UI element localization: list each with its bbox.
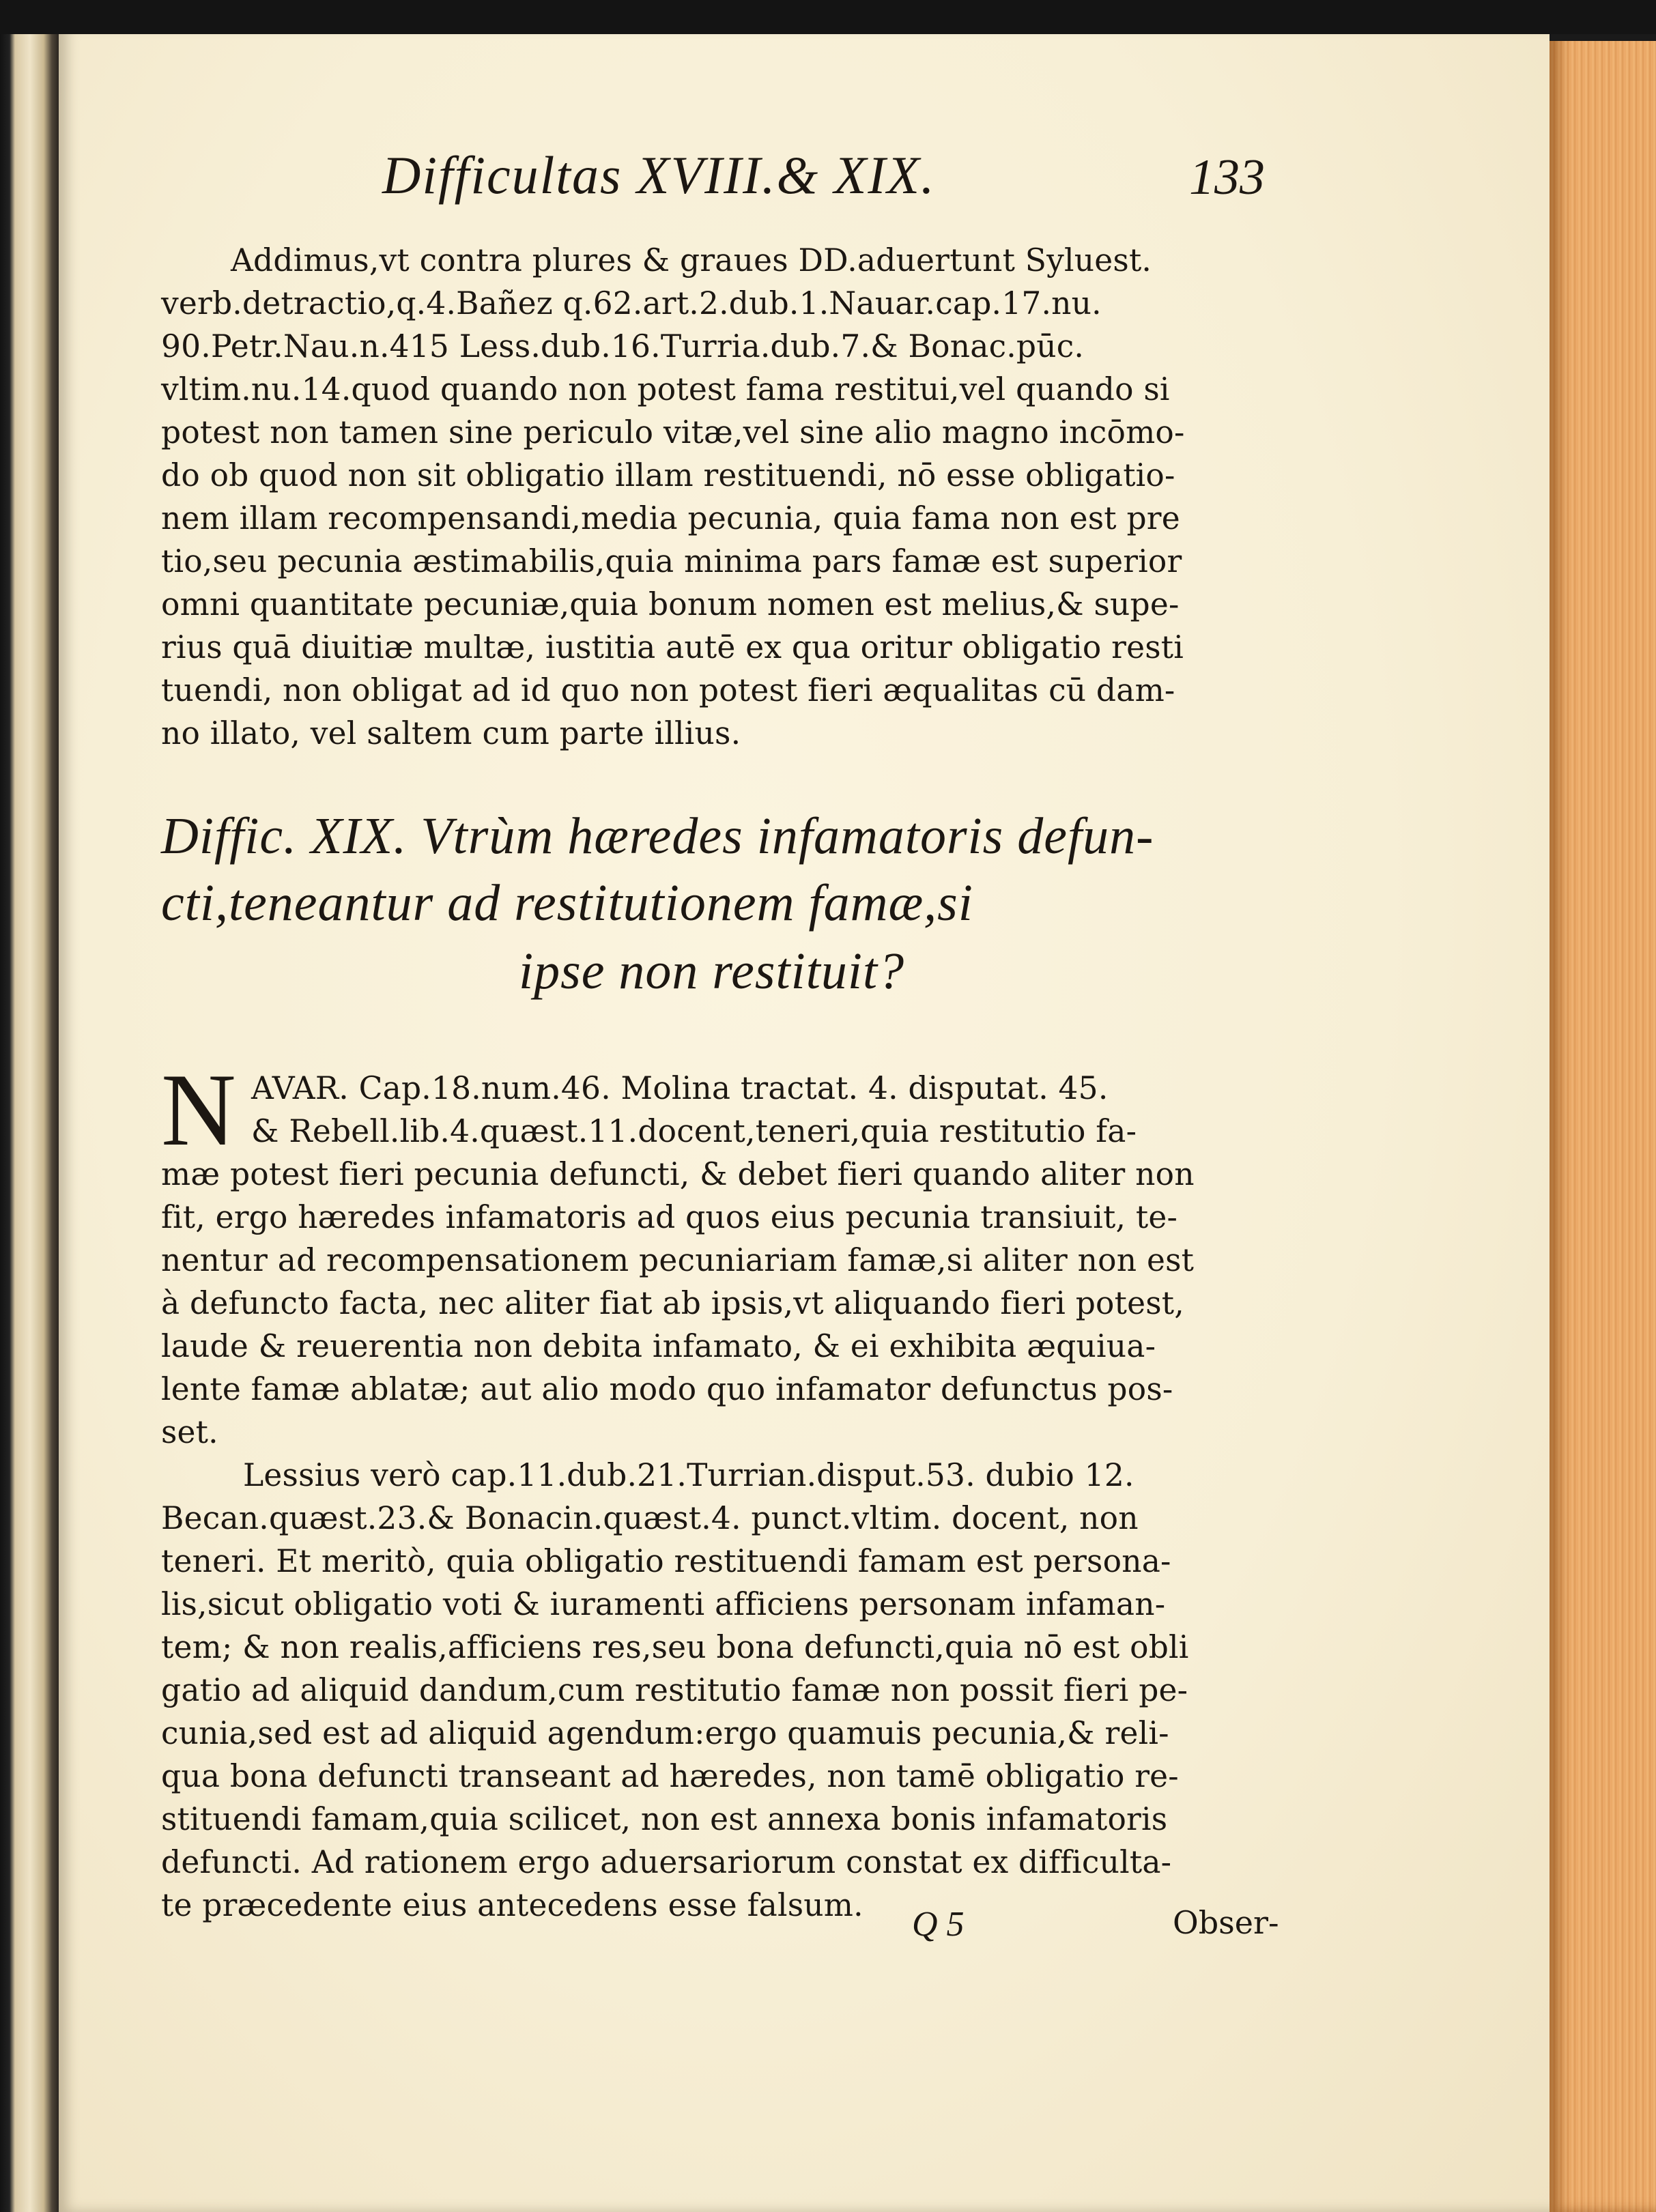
section-title-line: cti,teneantur ad restitutionem famæ,si bbox=[161, 874, 973, 932]
catchword: Obser- bbox=[1173, 1904, 1279, 1941]
text-line: fit, ergo hæredes infamatoris ad quos eius pecunia transiuit, te- bbox=[161, 1199, 1178, 1235]
text-line: lente famæ ablatæ; aut alio modo quo infamator defunctus pos- bbox=[161, 1371, 1173, 1407]
text-line: vltim.nu.14.quod quando non potest fama restitui,vel quando si bbox=[161, 371, 1170, 407]
text-line: set. bbox=[161, 1414, 218, 1450]
text-line: qua bona defuncti transeant ad hæredes, non tamē obligatio re- bbox=[161, 1758, 1179, 1794]
text-line: Addimus,vt contra plures & graues DD.aduertunt Syluest. bbox=[231, 242, 1152, 278]
page-number: 133 bbox=[1189, 149, 1265, 205]
text-line: stituendi famam,quia scilicet, non est annexa bonis infamatoris bbox=[161, 1801, 1168, 1837]
drop-cap: N bbox=[161, 1052, 236, 1167]
previous-page-edge bbox=[0, 0, 59, 2212]
text-line: mæ potest fieri pecunia defuncti, & debet fieri quando aliter non bbox=[161, 1156, 1195, 1192]
text-line: AVAR. Cap.18.num.46. Molina tractat. 4. disputat. 45. bbox=[251, 1070, 1109, 1106]
text-line: rius quā diuitiæ multæ, iustitia autē ex qua oritur obligatio resti bbox=[161, 629, 1184, 665]
text-line: omni quantitate pecuniæ,quia bonum nomen est melius,& supe- bbox=[161, 586, 1180, 622]
text-line: te præcedente eius antecedens esse falsum. bbox=[161, 1887, 863, 1923]
text-line: laude & reuerentia non debita infamato, & ei exhibita æquiua- bbox=[161, 1328, 1156, 1364]
text-line: nentur ad recompensationem pecuniariam famæ,si aliter non est bbox=[161, 1242, 1195, 1278]
text-line: potest non tamen sine periculo vitæ,vel sine alio magno incōmo- bbox=[161, 414, 1185, 450]
text-line: no illato, vel saltem cum parte illius. bbox=[161, 715, 741, 751]
text-line: lis,sicut obligatio voti & iuramenti afficiens personam infaman- bbox=[161, 1586, 1166, 1622]
section-title-line: Diffic. XIX. Vtrùm hæredes infamatoris defun- bbox=[161, 807, 1154, 865]
text-line: & Rebell.lib.4.quæst.11.docent,teneri,quia restitutio fa- bbox=[251, 1113, 1137, 1149]
scan-top-border bbox=[0, 0, 1656, 34]
text-line: defuncti. Ad rationem ergo aduersariorum constat ex difficulta- bbox=[161, 1844, 1172, 1880]
text-line: tem; & non realis,afficiens res,seu bona defuncti,quia nō est obli bbox=[161, 1629, 1189, 1665]
text-line: teneri. Et meritò, quia obligatio restituendi famam est persona- bbox=[161, 1543, 1171, 1579]
text-line: tuendi, non obligat ad id quo non potest fieri æqualitas cū dam- bbox=[161, 672, 1175, 708]
book-fore-edge bbox=[1550, 0, 1656, 2212]
text-line: verb.detractio,q.4.Bañez q.62.art.2.dub.1.Nauar.cap.17.nu. bbox=[161, 285, 1102, 321]
text-line: tio,seu pecunia æstimabilis,quia minima pars famæ est superior bbox=[161, 543, 1182, 579]
signature-mark: Q 5 bbox=[912, 1905, 965, 1944]
text-line: Lessius verò cap.11.dub.21.Turrian.disput.53. dubio 12. bbox=[243, 1457, 1134, 1493]
section-title-line: ipse non restituit? bbox=[519, 943, 905, 1000]
text-line: 90.Petr.Nau.n.415 Less.dub.16.Turria.dub.7.& Bonac.pūc. bbox=[161, 328, 1085, 364]
text-line: cunia,sed est ad aliquid agendum:ergo quamuis pecunia,& reli- bbox=[161, 1715, 1169, 1751]
text-line: nem illam recompensandi,media pecunia, quia fama non est pre bbox=[161, 500, 1180, 536]
running-head: Difficultas XVIII.& XIX. bbox=[382, 145, 936, 205]
text-line: Becan.quæst.23.& Bonacin.quæst.4. punct.vltim. docent, non bbox=[161, 1500, 1139, 1536]
text-line: à defuncto facta, nec aliter fiat ab ipsis,vt aliquando fieri potest, bbox=[161, 1285, 1184, 1321]
text-line: gatio ad aliquid dandum,cum restitutio famæ non possit fieri pe- bbox=[161, 1672, 1188, 1708]
text-line: do ob quod non sit obligatio illam restituendi, nō esse obligatio- bbox=[161, 457, 1175, 493]
